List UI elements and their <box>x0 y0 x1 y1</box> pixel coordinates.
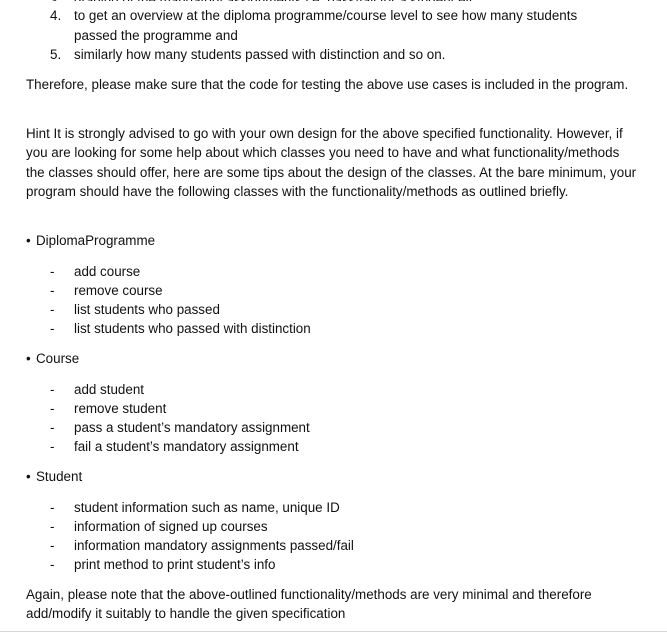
bullet-icon: • <box>26 233 31 248</box>
class-heading-diplomaprogramme <box>26 231 155 250</box>
list-item-text: to get an overview at the diploma programme/course level to see how many students passed the programme and <box>74 8 578 43</box>
method-item: information of signed up courses <box>74 519 268 534</box>
dash-icon: - <box>50 439 55 454</box>
method-item: list students who passed with distinction <box>74 321 311 336</box>
dash-icon: - <box>50 302 55 317</box>
list-item-text <box>74 0 480 1</box>
bullet-icon: • <box>26 469 31 484</box>
dash-icon: - <box>50 264 55 279</box>
list-item-number <box>50 0 61 1</box>
paragraph-again: Again, please note that the above-outlined functionality/methods are very minimal and therefore add/modify it suitably to handle the given specification <box>26 587 592 622</box>
dash-icon: - <box>50 401 55 416</box>
dash-icon: - <box>50 382 55 397</box>
method-item: pass a student’s mandatory assignment <box>74 420 310 435</box>
paragraph-hint: Hint It is strongly advised to go with your own design for the above specified functionality. However, if you are looking for some help about which classes you need to have and what functionality/methods the classes should offer, here are some tips about the design of the classes. At the bare minimum, your program should have the following classes with the functionality/methods as outlined briefly. <box>26 126 637 199</box>
page-bottom-divider <box>0 631 667 632</box>
dash-icon: - <box>50 519 55 534</box>
dash-icon: - <box>50 557 55 572</box>
dash-icon: - <box>50 500 55 515</box>
class-name: DiplomaProgramme <box>36 233 156 248</box>
dash-icon: - <box>50 283 55 298</box>
list-item-text: similarly how many students passed with distinction and so on. <box>74 47 446 62</box>
method-item: add student <box>74 382 144 397</box>
method-item: information mandatory assignments passed/fail <box>74 538 354 553</box>
class-heading-course <box>26 349 79 368</box>
dash-icon: - <box>50 321 55 336</box>
class-name: Student <box>36 469 83 484</box>
method-item: remove course <box>74 283 163 298</box>
method-item: student information such as name, unique ID <box>74 500 340 515</box>
method-item: fail a student’s mandatory assignment <box>74 439 299 454</box>
bullet-icon: • <box>26 351 31 366</box>
list-item-number: 4. <box>50 8 62 23</box>
method-item: list students who passed <box>74 302 220 317</box>
dash-icon: - <box>50 538 55 553</box>
method-item: add course <box>74 264 141 279</box>
list-item-number: 5. <box>50 47 62 62</box>
paragraph-therefore: Therefore, please make sure that the code for testing the above use cases is included in the program. <box>26 77 629 92</box>
dash-icon: - <box>50 420 55 435</box>
class-name: Course <box>36 351 80 366</box>
class-heading-student <box>26 467 82 486</box>
method-item: print method to print student’s info <box>74 557 276 572</box>
method-item: remove student <box>74 401 167 416</box>
